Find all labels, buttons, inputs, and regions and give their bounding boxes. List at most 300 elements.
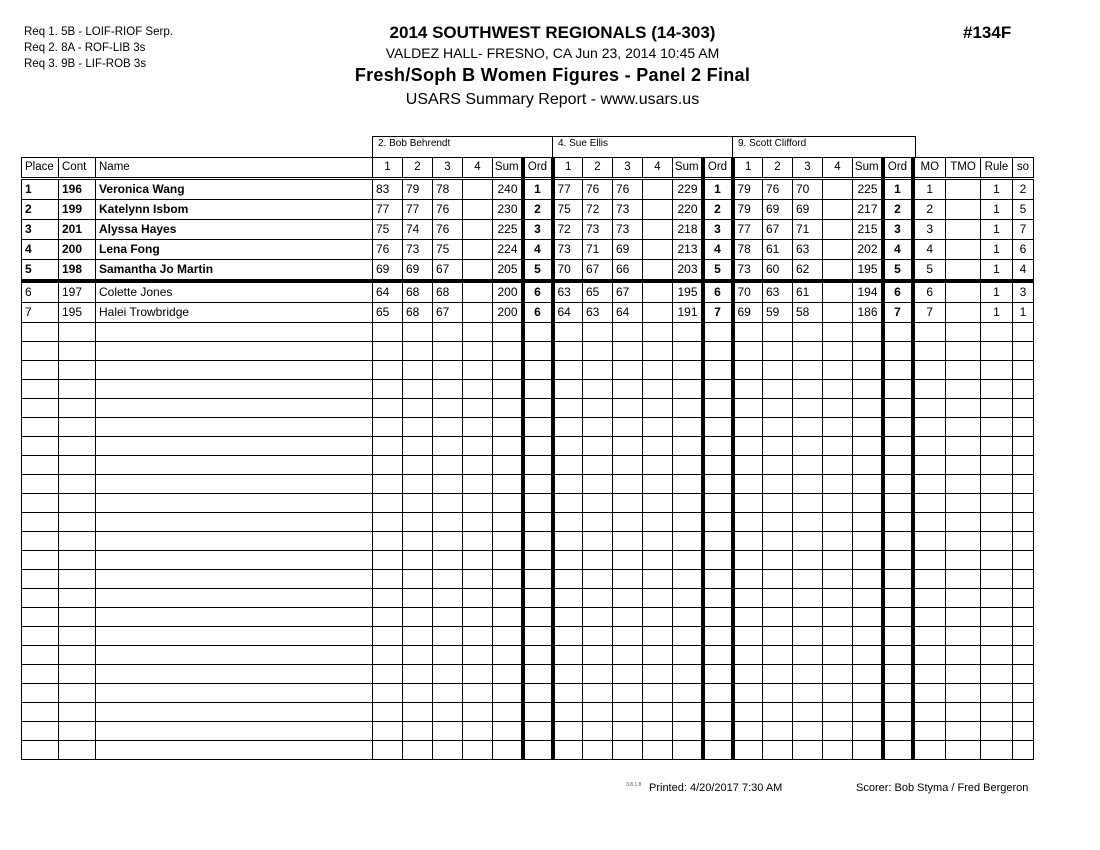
skater-name-cell: Colette Jones xyxy=(96,281,373,303)
empty-cell xyxy=(981,551,1013,570)
score-2-cell: 68 xyxy=(403,281,433,303)
empty-cell xyxy=(493,608,523,627)
score-1-cell: 83 xyxy=(373,179,403,200)
empty-cell xyxy=(583,627,613,646)
empty-cell xyxy=(883,342,913,361)
empty-cell xyxy=(433,399,463,418)
empty-cell xyxy=(703,551,733,570)
ordinal-cell: 3 xyxy=(883,220,913,240)
score-3-cell: 76 xyxy=(433,220,463,240)
empty-cell xyxy=(673,456,703,475)
empty-cell xyxy=(613,532,643,551)
empty-cell xyxy=(22,646,59,665)
empty-cell xyxy=(373,722,403,741)
empty-cell xyxy=(493,627,523,646)
empty-cell xyxy=(733,342,763,361)
empty-cell xyxy=(946,456,981,475)
empty-row xyxy=(22,741,1034,760)
empty-cell xyxy=(703,646,733,665)
empty-cell xyxy=(793,361,823,380)
empty-cell xyxy=(703,703,733,722)
empty-cell xyxy=(946,532,981,551)
empty-cell xyxy=(403,380,433,399)
empty-cell xyxy=(823,380,853,399)
empty-cell xyxy=(883,627,913,646)
empty-cell xyxy=(913,361,946,380)
empty-cell xyxy=(981,494,1013,513)
empty-cell xyxy=(793,437,823,456)
empty-cell xyxy=(643,608,673,627)
col-header-score-2: 2 xyxy=(403,158,433,179)
empty-cell xyxy=(1013,703,1034,722)
place-cell: 4 xyxy=(22,240,59,260)
score-1-cell: 64 xyxy=(373,281,403,303)
empty-cell xyxy=(673,399,703,418)
empty-cell xyxy=(22,494,59,513)
empty-cell xyxy=(583,380,613,399)
empty-cell xyxy=(733,627,763,646)
empty-cell xyxy=(373,703,403,722)
empty-cell xyxy=(946,513,981,532)
empty-cell xyxy=(373,665,403,684)
empty-cell xyxy=(1013,627,1034,646)
empty-cell xyxy=(946,722,981,741)
col-header-score-1: 1 xyxy=(733,158,763,179)
results-table xyxy=(21,157,1034,760)
report-subtitle: USARS Summary Report - www.usars.us xyxy=(405,91,700,108)
empty-cell xyxy=(523,589,553,608)
col-header-score-3: 3 xyxy=(613,158,643,179)
empty-cell xyxy=(583,684,613,703)
empty-cell xyxy=(763,380,793,399)
empty-cell xyxy=(703,437,733,456)
ordinal-cell: 6 xyxy=(523,303,553,323)
empty-cell xyxy=(946,399,981,418)
score-4-cell xyxy=(643,281,673,303)
empty-cell xyxy=(96,646,373,665)
empty-cell xyxy=(853,323,883,342)
empty-cell xyxy=(703,475,733,494)
empty-cell xyxy=(403,361,433,380)
score-1-cell: 73 xyxy=(733,260,763,282)
empty-cell xyxy=(793,665,823,684)
tmo-cell xyxy=(946,303,981,323)
empty-cell xyxy=(946,475,981,494)
empty-cell xyxy=(523,361,553,380)
requirement-1: Req 1. 5B - LOIF-RIOF Serp. xyxy=(24,26,173,38)
empty-cell xyxy=(583,399,613,418)
empty-cell xyxy=(981,703,1013,722)
empty-cell xyxy=(403,589,433,608)
empty-cell xyxy=(613,418,643,437)
score-2-cell: 68 xyxy=(403,303,433,323)
empty-cell xyxy=(96,361,373,380)
empty-cell xyxy=(59,741,96,760)
empty-cell xyxy=(523,342,553,361)
printed-timestamp: Printed: 4/20/2017 7:30 AM xyxy=(649,782,783,794)
score-4-cell xyxy=(463,240,493,260)
empty-cell xyxy=(981,684,1013,703)
empty-cell xyxy=(373,551,403,570)
empty-cell xyxy=(553,589,583,608)
empty-cell xyxy=(981,646,1013,665)
empty-cell xyxy=(373,646,403,665)
empty-cell xyxy=(96,494,373,513)
ordinal-cell: 3 xyxy=(523,220,553,240)
empty-cell xyxy=(463,323,493,342)
empty-cell xyxy=(643,361,673,380)
col-header-tmo: TMO xyxy=(946,158,981,179)
empty-cell xyxy=(733,399,763,418)
empty-cell xyxy=(22,323,59,342)
score-2-cell: 77 xyxy=(403,200,433,220)
empty-cell xyxy=(673,684,703,703)
empty-cell xyxy=(463,342,493,361)
empty-cell xyxy=(553,722,583,741)
empty-cell xyxy=(613,494,643,513)
empty-cell xyxy=(553,380,583,399)
empty-cell xyxy=(583,513,613,532)
empty-cell xyxy=(703,532,733,551)
empty-cell xyxy=(946,418,981,437)
place-cell: 6 xyxy=(22,281,59,303)
empty-cell xyxy=(883,513,913,532)
place-cell: 7 xyxy=(22,303,59,323)
empty-cell xyxy=(403,456,433,475)
sum-cell: 195 xyxy=(853,260,883,282)
ordinal-cell: 7 xyxy=(703,303,733,323)
skater-name-cell: Halei Trowbridge xyxy=(96,303,373,323)
empty-row xyxy=(22,646,1034,665)
empty-cell xyxy=(673,494,703,513)
empty-cell xyxy=(703,627,733,646)
so-cell: 1 xyxy=(1013,303,1034,323)
empty-cell xyxy=(22,589,59,608)
empty-cell xyxy=(433,589,463,608)
ordinal-cell: 5 xyxy=(883,260,913,282)
empty-cell xyxy=(673,741,703,760)
score-3-cell: 70 xyxy=(793,179,823,200)
empty-cell xyxy=(733,703,763,722)
empty-cell xyxy=(523,722,553,741)
empty-cell xyxy=(613,342,643,361)
empty-cell xyxy=(523,570,553,589)
empty-cell xyxy=(96,722,373,741)
empty-cell xyxy=(373,323,403,342)
empty-cell xyxy=(433,494,463,513)
empty-cell xyxy=(433,703,463,722)
empty-cell xyxy=(583,665,613,684)
empty-cell xyxy=(853,342,883,361)
score-3-cell: 68 xyxy=(433,281,463,303)
empty-cell xyxy=(373,380,403,399)
col-header-sum: Sum xyxy=(493,158,523,179)
empty-cell xyxy=(583,475,613,494)
empty-cell xyxy=(946,323,981,342)
empty-cell xyxy=(673,551,703,570)
empty-cell xyxy=(883,532,913,551)
sum-cell: 200 xyxy=(493,303,523,323)
empty-cell xyxy=(463,437,493,456)
empty-cell xyxy=(763,532,793,551)
empty-cell xyxy=(703,380,733,399)
empty-cell xyxy=(22,741,59,760)
empty-cell xyxy=(433,323,463,342)
empty-cell xyxy=(96,532,373,551)
empty-cell xyxy=(733,475,763,494)
empty-cell xyxy=(703,513,733,532)
empty-cell xyxy=(523,665,553,684)
empty-cell xyxy=(583,589,613,608)
score-4-cell xyxy=(823,260,853,282)
empty-cell xyxy=(981,589,1013,608)
empty-cell xyxy=(1013,437,1034,456)
empty-cell xyxy=(733,361,763,380)
empty-cell xyxy=(946,608,981,627)
empty-cell xyxy=(883,608,913,627)
empty-cell xyxy=(853,475,883,494)
empty-cell xyxy=(763,703,793,722)
empty-cell xyxy=(946,361,981,380)
score-4-cell xyxy=(823,179,853,200)
score-2-cell: 69 xyxy=(763,200,793,220)
empty-cell xyxy=(22,532,59,551)
empty-cell xyxy=(1013,475,1034,494)
empty-cell xyxy=(613,703,643,722)
mo-cell: 7 xyxy=(913,303,946,323)
empty-cell xyxy=(673,608,703,627)
empty-cell xyxy=(853,361,883,380)
col-header-ord: Ord xyxy=(523,158,553,179)
empty-cell xyxy=(853,684,883,703)
empty-cell xyxy=(793,418,823,437)
empty-cell xyxy=(22,513,59,532)
empty-cell xyxy=(96,551,373,570)
empty-cell xyxy=(1013,418,1034,437)
empty-cell xyxy=(22,342,59,361)
empty-cell xyxy=(463,570,493,589)
score-2-cell: 69 xyxy=(403,260,433,282)
empty-cell xyxy=(981,513,1013,532)
empty-cell xyxy=(583,494,613,513)
empty-row xyxy=(22,551,1034,570)
empty-cell xyxy=(763,665,793,684)
score-4-cell xyxy=(823,303,853,323)
empty-cell xyxy=(853,741,883,760)
score-4-cell xyxy=(463,179,493,200)
empty-cell xyxy=(733,380,763,399)
col-header-sum: Sum xyxy=(853,158,883,179)
empty-cell xyxy=(733,532,763,551)
score-3-cell: 76 xyxy=(433,200,463,220)
empty-cell xyxy=(1013,570,1034,589)
empty-cell xyxy=(981,456,1013,475)
empty-cell xyxy=(793,513,823,532)
score-2-cell: 76 xyxy=(763,179,793,200)
empty-cell xyxy=(613,684,643,703)
empty-cell xyxy=(733,665,763,684)
empty-cell xyxy=(96,418,373,437)
skater-name-cell: Alyssa Hayes xyxy=(96,220,373,240)
place-cell: 3 xyxy=(22,220,59,240)
score-1-cell: 70 xyxy=(553,260,583,282)
sum-cell: 240 xyxy=(493,179,523,200)
empty-cell xyxy=(823,342,853,361)
score-3-cell: 73 xyxy=(613,200,643,220)
empty-cell xyxy=(853,703,883,722)
empty-row xyxy=(22,456,1034,475)
col-header-score-1: 1 xyxy=(373,158,403,179)
empty-cell xyxy=(463,418,493,437)
empty-cell xyxy=(673,418,703,437)
col-header-score-1: 1 xyxy=(553,158,583,179)
empty-cell xyxy=(913,456,946,475)
empty-cell xyxy=(913,665,946,684)
contestant-number-cell: 198 xyxy=(59,260,96,282)
empty-cell xyxy=(673,361,703,380)
empty-cell xyxy=(613,513,643,532)
empty-cell xyxy=(493,494,523,513)
empty-cell xyxy=(59,494,96,513)
empty-cell xyxy=(946,551,981,570)
empty-cell xyxy=(883,570,913,589)
empty-cell xyxy=(981,475,1013,494)
empty-cell xyxy=(673,570,703,589)
scorer-names: Scorer: Bob Styma / Fred Bergeron xyxy=(856,782,1029,794)
empty-cell xyxy=(493,399,523,418)
empty-cell xyxy=(523,380,553,399)
empty-cell xyxy=(22,570,59,589)
empty-cell xyxy=(463,513,493,532)
score-2-cell: 63 xyxy=(583,303,613,323)
mo-cell: 5 xyxy=(913,260,946,282)
score-2-cell: 74 xyxy=(403,220,433,240)
rule-cell: 1 xyxy=(981,303,1013,323)
empty-row xyxy=(22,361,1034,380)
score-3-cell: 67 xyxy=(613,281,643,303)
empty-cell xyxy=(703,323,733,342)
empty-cell xyxy=(523,513,553,532)
sum-cell: 205 xyxy=(493,260,523,282)
score-3-cell: 69 xyxy=(793,200,823,220)
score-2-cell: 65 xyxy=(583,281,613,303)
score-1-cell: 63 xyxy=(553,281,583,303)
empty-cell xyxy=(433,551,463,570)
empty-cell xyxy=(403,342,433,361)
empty-cell xyxy=(583,722,613,741)
empty-cell xyxy=(433,513,463,532)
empty-cell xyxy=(59,418,96,437)
empty-cell xyxy=(553,646,583,665)
empty-row xyxy=(22,570,1034,589)
empty-cell xyxy=(673,475,703,494)
contestant-number-cell: 195 xyxy=(59,303,96,323)
empty-cell xyxy=(493,342,523,361)
empty-cell xyxy=(463,684,493,703)
empty-cell xyxy=(673,703,703,722)
empty-cell xyxy=(643,456,673,475)
empty-cell xyxy=(59,361,96,380)
empty-cell xyxy=(733,608,763,627)
empty-cell xyxy=(583,551,613,570)
empty-cell xyxy=(913,684,946,703)
empty-cell xyxy=(433,342,463,361)
competition-title: 2014 SOUTHWEST REGIONALS (14-303) xyxy=(389,23,716,42)
empty-cell xyxy=(553,627,583,646)
empty-row xyxy=(22,703,1034,722)
score-2-cell: 63 xyxy=(763,281,793,303)
empty-cell xyxy=(613,570,643,589)
skater-name-cell: Lena Fong xyxy=(96,240,373,260)
col-header-score-4: 4 xyxy=(643,158,673,179)
empty-cell xyxy=(946,684,981,703)
empty-cell xyxy=(523,456,553,475)
empty-cell xyxy=(403,722,433,741)
score-4-cell xyxy=(463,281,493,303)
empty-cell xyxy=(96,513,373,532)
score-2-cell: 73 xyxy=(403,240,433,260)
tmo-cell xyxy=(946,200,981,220)
empty-cell xyxy=(493,513,523,532)
empty-cell xyxy=(981,342,1013,361)
empty-cell xyxy=(793,456,823,475)
empty-cell xyxy=(946,494,981,513)
empty-cell xyxy=(703,456,733,475)
empty-cell xyxy=(823,532,853,551)
empty-cell xyxy=(643,646,673,665)
judge-header-3: 9. Scott Clifford xyxy=(732,136,916,157)
empty-cell xyxy=(493,380,523,399)
score-4-cell xyxy=(643,303,673,323)
empty-cell xyxy=(403,741,433,760)
empty-cell xyxy=(793,323,823,342)
empty-cell xyxy=(823,437,853,456)
table-row xyxy=(22,200,1034,220)
empty-cell xyxy=(673,627,703,646)
score-4-cell xyxy=(643,240,673,260)
empty-cell xyxy=(673,532,703,551)
empty-cell xyxy=(613,627,643,646)
empty-cell xyxy=(553,532,583,551)
empty-cell xyxy=(1013,608,1034,627)
empty-cell xyxy=(733,646,763,665)
empty-cell xyxy=(96,399,373,418)
empty-cell xyxy=(981,323,1013,342)
empty-cell xyxy=(883,361,913,380)
empty-cell xyxy=(613,646,643,665)
empty-cell xyxy=(763,741,793,760)
score-3-cell: 75 xyxy=(433,240,463,260)
empty-cell xyxy=(853,608,883,627)
sum-cell: 186 xyxy=(853,303,883,323)
score-4-cell xyxy=(463,220,493,240)
empty-cell xyxy=(373,570,403,589)
empty-cell xyxy=(553,475,583,494)
col-header-rule: Rule xyxy=(981,158,1013,179)
empty-cell xyxy=(403,665,433,684)
empty-cell xyxy=(433,608,463,627)
score-1-cell: 73 xyxy=(553,240,583,260)
empty-cell xyxy=(1013,551,1034,570)
ordinal-cell: 6 xyxy=(883,281,913,303)
empty-cell xyxy=(1013,722,1034,741)
empty-cell xyxy=(22,608,59,627)
empty-cell xyxy=(733,513,763,532)
empty-cell xyxy=(793,399,823,418)
event-title: Fresh/Soph B Women Figures - Panel 2 Final xyxy=(354,65,751,85)
empty-cell xyxy=(913,342,946,361)
sum-cell: 225 xyxy=(493,220,523,240)
